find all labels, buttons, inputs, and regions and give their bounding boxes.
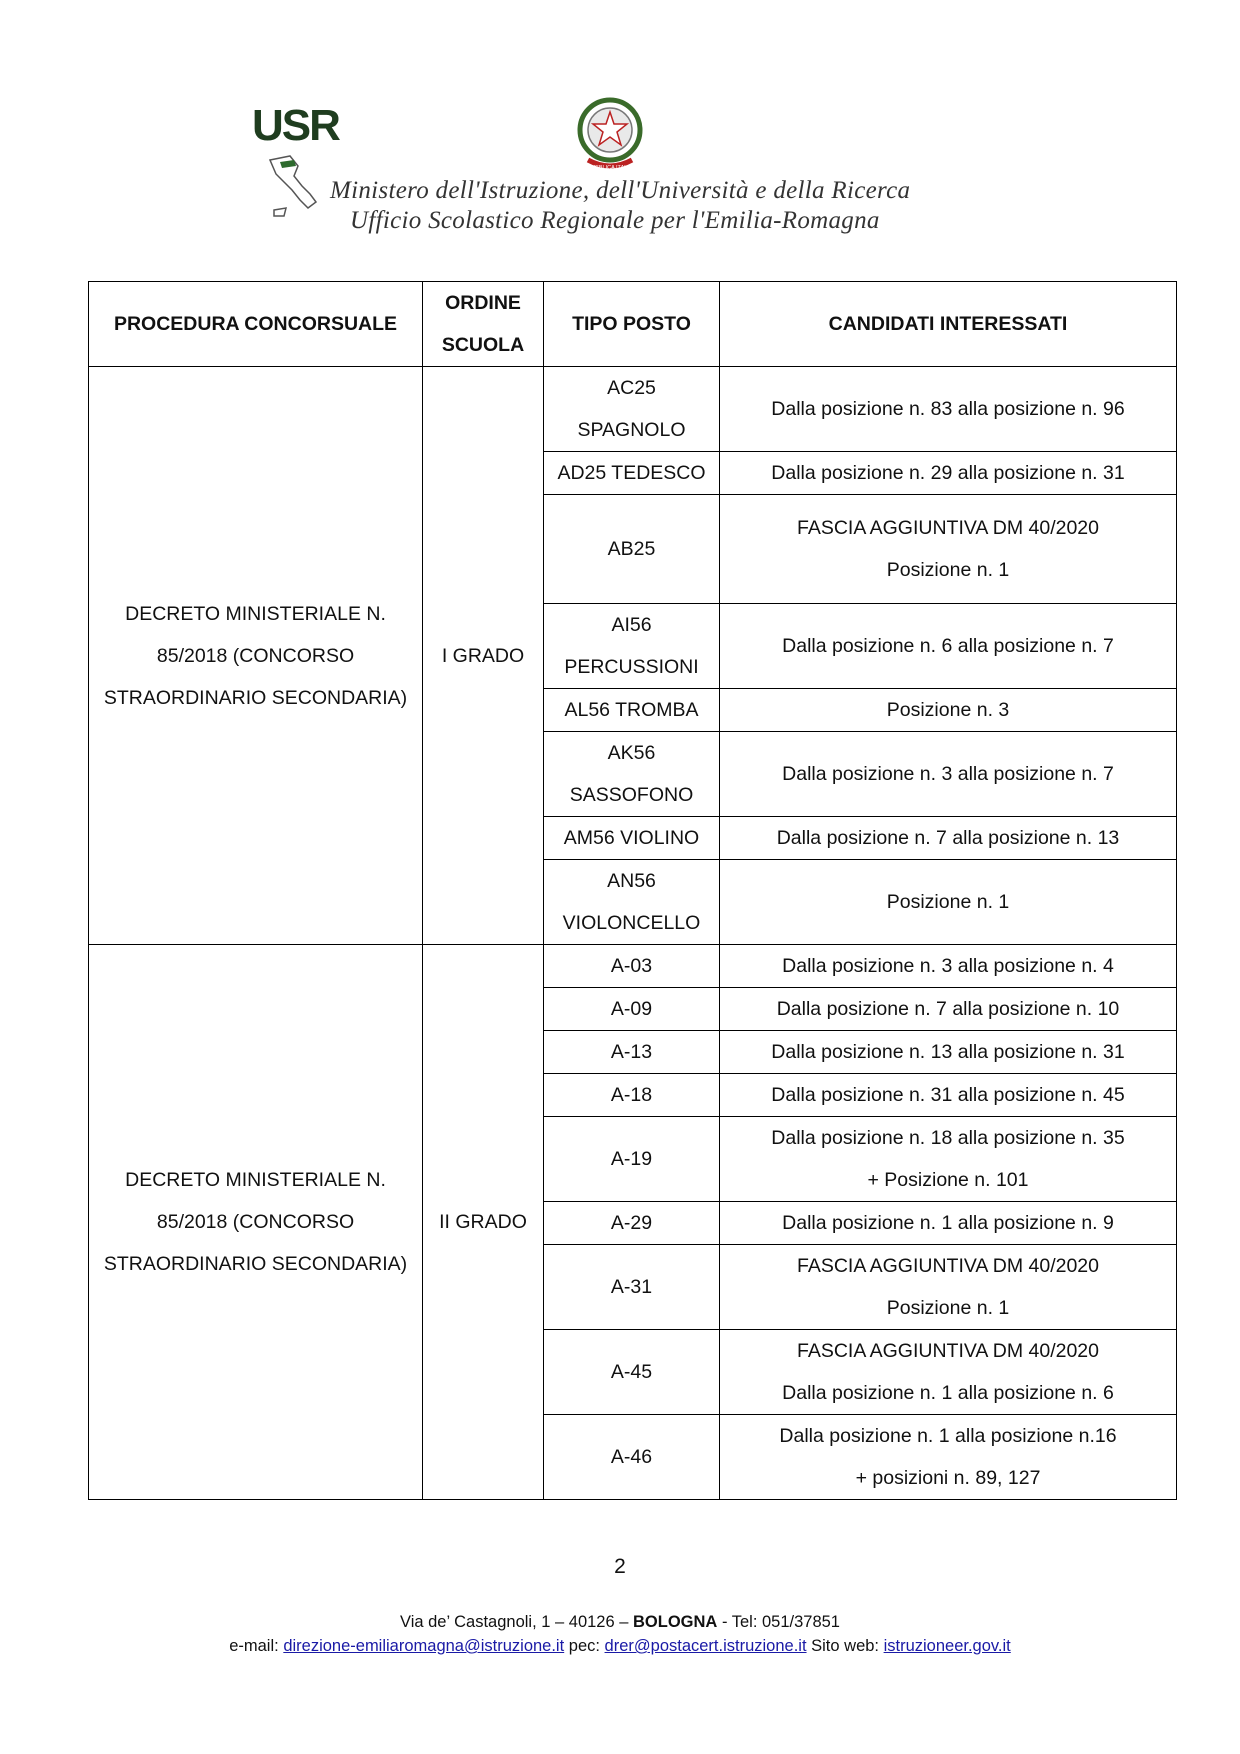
footer-email-link[interactable]: direzione-emiliaromagna@istruzione.it xyxy=(283,1637,565,1655)
cell-procedura xyxy=(89,945,423,1500)
candidati-line: Dalla posizione n. 1 alla posizione n. 9 xyxy=(782,1212,1114,1234)
tipo-line: AB25 xyxy=(607,538,656,560)
footer-address-post: - Tel: 051/37851 xyxy=(717,1613,840,1631)
procedura-line: 85/2018 (CONCORSO xyxy=(156,1211,355,1233)
usr-logo xyxy=(250,90,339,220)
cell-tipo xyxy=(544,1245,720,1330)
footer-pec-label: pec: xyxy=(564,1637,605,1655)
tipo-line: AD25 TEDESCO xyxy=(557,462,706,484)
cell-candidati xyxy=(720,1031,1177,1074)
cell-tipo xyxy=(544,1202,720,1245)
procedura-line: 85/2018 (CONCORSO xyxy=(156,644,355,667)
tipo-line: AI56 xyxy=(611,614,652,636)
tipo-line: AN56 xyxy=(607,870,656,892)
cell-tipo xyxy=(544,367,720,452)
candidati-line: Dalla posizione n. 3 alla posizione n. 7 xyxy=(782,763,1114,785)
candidati-line: Dalla posizione n. 7 alla posizione n. 13 xyxy=(776,827,1120,849)
cell-candidati xyxy=(720,1330,1177,1415)
cell-candidati xyxy=(720,732,1177,817)
candidati-line: Dalla posizione n. 18 alla posizione n. 35 xyxy=(771,1127,1125,1149)
header-candidati: CANDIDATI INTERESSATI xyxy=(720,282,1177,367)
cell-candidati xyxy=(720,860,1177,945)
tipo-line: A-46 xyxy=(610,1446,653,1468)
cell-tipo xyxy=(544,1330,720,1415)
tipo-line: PERCUSSIONI xyxy=(564,656,699,678)
tipo-line: A-31 xyxy=(610,1276,653,1298)
cell-procedura xyxy=(89,367,423,945)
cell-tipo xyxy=(544,732,720,817)
cell-tipo xyxy=(544,1031,720,1074)
procedura-line: STRAORDINARIO SECONDARIA) xyxy=(103,686,408,709)
footer xyxy=(0,1610,1240,1658)
candidati-line: Dalla posizione n. 1 alla posizione n. 6 xyxy=(782,1382,1114,1404)
tipo-line: A-45 xyxy=(610,1361,653,1383)
table-header-row xyxy=(89,282,1177,367)
footer-web-link[interactable]: istruzioneer.gov.it xyxy=(883,1637,1011,1655)
usr-logo-text: USR xyxy=(252,101,339,150)
candidati-line: Dalla posizione n. 7 alla posizione n. 10 xyxy=(776,998,1120,1020)
tipo-line: A-29 xyxy=(610,1212,653,1234)
ministry-name xyxy=(330,176,911,236)
cell-tipo xyxy=(544,1415,720,1500)
candidati-line: Dalla posizione n. 31 alla posizione n. 45 xyxy=(771,1084,1125,1106)
footer-address-pre: Via de’ Castagnoli, 1 – 40126 – xyxy=(400,1613,634,1631)
tipo-line: AL56 TROMBA xyxy=(564,699,699,721)
candidati-line: FASCIA AGGIUNTIVA DM 40/2020 xyxy=(796,517,1099,539)
cell-tipo xyxy=(544,817,720,860)
cell-candidati xyxy=(720,1117,1177,1202)
procedura-line: STRAORDINARIO SECONDARIA) xyxy=(103,1253,408,1275)
cell-candidati xyxy=(720,495,1177,604)
candidati-line: FASCIA AGGIUNTIVA DM 40/2020 xyxy=(796,1340,1099,1362)
candidati-line: Dalla posizione n. 3 alla posizione n. 4 xyxy=(782,955,1114,977)
cell-tipo xyxy=(544,452,720,495)
cell-candidati xyxy=(720,604,1177,689)
cell-candidati xyxy=(720,452,1177,495)
cell-tipo xyxy=(544,495,720,604)
ministry-line-2: Ufficio Scolastico Regionale per l'Emilia-Romagna xyxy=(350,207,880,234)
footer-address xyxy=(0,1610,1240,1634)
tipo-line: AK56 xyxy=(607,742,656,764)
emblem-text: REPUBBLICA ITALIANA xyxy=(579,165,641,171)
cell-candidati xyxy=(720,945,1177,988)
tipo-line: A-19 xyxy=(610,1148,653,1170)
cell-candidati xyxy=(720,367,1177,452)
footer-email-label: e-mail: xyxy=(229,1637,284,1655)
tipo-line: AC25 xyxy=(607,377,656,399)
candidati-line: + posizioni n. 89, 127 xyxy=(855,1467,1041,1489)
cell-ordine: I GRADO xyxy=(423,367,544,945)
footer-pec-link[interactable]: drer@postacert.istruzione.it xyxy=(604,1637,807,1655)
cell-candidati xyxy=(720,689,1177,732)
header-ordine-line-1: ORDINE xyxy=(445,292,521,314)
cell-candidati xyxy=(720,1415,1177,1500)
candidati-line: Dalla posizione n. 1 alla posizione n.16 xyxy=(779,1425,1117,1447)
cell-candidati xyxy=(720,1245,1177,1330)
candidati-line: Posizione n. 1 xyxy=(886,559,1010,581)
candidati-line: + Posizione n. 101 xyxy=(867,1169,1029,1191)
tipo-line: A-13 xyxy=(610,1041,653,1063)
ministry-line-1: Ministero dell'Istruzione, dell'Università e della Ricerca xyxy=(330,177,911,204)
footer-web-label: Sito web: xyxy=(806,1637,884,1655)
table-body xyxy=(89,367,1177,1500)
cell-tipo xyxy=(544,860,720,945)
tipo-line: SASSOFONO xyxy=(569,784,694,806)
procedura-line: DECRETO MINISTERIALE N. xyxy=(125,1169,386,1191)
candidati-line: Dalla posizione n. 83 alla posizione n. 96 xyxy=(771,398,1125,420)
candidati-line: Dalla posizione n. 13 alla posizione n. 31 xyxy=(771,1041,1125,1063)
cell-candidati xyxy=(720,817,1177,860)
tipo-line: VIOLONCELLO xyxy=(562,912,701,934)
cell-tipo xyxy=(544,604,720,689)
table-row xyxy=(89,367,1177,452)
cell-candidati xyxy=(720,988,1177,1031)
cell-ordine: II GRADO xyxy=(423,945,544,1500)
tipo-line: AM56 VIOLINO xyxy=(563,827,700,849)
tipo-line: A-09 xyxy=(610,998,653,1020)
page-number: 2 xyxy=(614,1555,626,1578)
cell-tipo xyxy=(544,945,720,988)
header-ordine-line-2: SCUOLA xyxy=(441,334,525,356)
candidati-line: Dalla posizione n. 6 alla posizione n. 7 xyxy=(782,635,1114,657)
tipo-line: SPAGNOLO xyxy=(577,419,686,441)
header-ordine xyxy=(423,282,544,367)
candidates-table xyxy=(88,281,1177,1500)
cell-tipo xyxy=(544,1074,720,1117)
cell-tipo xyxy=(544,988,720,1031)
cell-tipo xyxy=(544,689,720,732)
header-procedura: PROCEDURA CONCORSUALE xyxy=(89,282,423,367)
candidati-line: Dalla posizione n. 29 alla posizione n. 31 xyxy=(771,462,1125,484)
cell-tipo xyxy=(544,1117,720,1202)
header-tipo: TIPO POSTO xyxy=(544,282,720,367)
emilia-romagna-region-icon xyxy=(280,160,296,168)
candidati-line: Posizione n. 3 xyxy=(886,699,1010,721)
letterhead xyxy=(240,80,920,250)
italian-republic-emblem xyxy=(570,90,650,180)
tipo-line: A-18 xyxy=(610,1084,653,1106)
candidati-line: Posizione n. 1 xyxy=(886,891,1010,913)
candidati-line: FASCIA AGGIUNTIVA DM 40/2020 xyxy=(796,1255,1099,1277)
procedura-line: DECRETO MINISTERIALE N. xyxy=(125,602,386,625)
cell-candidati xyxy=(720,1202,1177,1245)
footer-address-city: BOLOGNA xyxy=(633,1613,718,1631)
table-row xyxy=(89,945,1177,988)
cell-candidati xyxy=(720,1074,1177,1117)
footer-contacts xyxy=(0,1634,1240,1658)
candidati-line: Posizione n. 1 xyxy=(886,1297,1010,1319)
tipo-line: A-03 xyxy=(610,955,653,977)
